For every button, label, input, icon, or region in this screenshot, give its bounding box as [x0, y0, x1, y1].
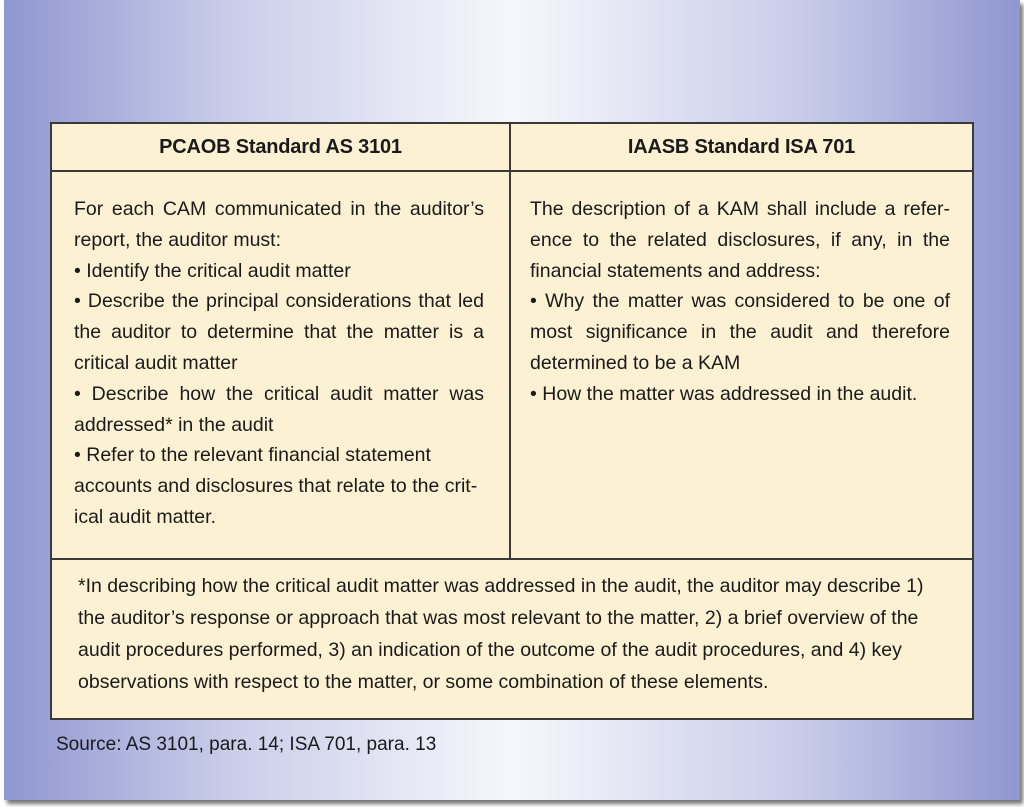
- column-divider: [509, 124, 511, 560]
- iaasb-requirements: [530, 194, 950, 410]
- pcaob-bullet: • Describe how the critical audit matter was addressed* in the audit: [74, 379, 484, 441]
- iaasb-intro: The description of a KAM shall include a refer-ence to the related disclosures, if any, in the financial statements and address:: [530, 198, 950, 282]
- iaasb-bullet: • How the matter was addressed in the audit.: [530, 379, 950, 410]
- footnote-divider: [52, 558, 972, 560]
- iaasb-bullet: • Why the matter was considered to be one of most significance in the audit and therefore determined to be a KAM: [530, 286, 950, 378]
- header-divider: [52, 170, 972, 172]
- figure-panel: [4, 0, 1020, 800]
- pcaob-requirements: [74, 194, 484, 533]
- pcaob-bullet: • Refer to the relevant financial statement accounts and disclosures that relate to the crit-ical audit matter.: [74, 440, 484, 532]
- source-note: Source: AS 3101, para. 14; ISA 701, para. 13: [56, 734, 437, 755]
- pcaob-intro: For each CAM communicated in the auditor’s report, the auditor must:: [74, 198, 484, 251]
- pcaob-bullet: • Describe the principal considerations that led the auditor to determine that the matter is a critical audit matter: [74, 286, 484, 378]
- footnote: *In describing how the critical audit matter was addressed in the audit, the auditor may describe 1) the auditor’s response or approach that was most relevant to the matter, 2) a brief overview of the audit procedures performed, 3) an indication of the outcome of the audit procedures, and 4) key observations with respect to the matter, or some combination of these elements.: [78, 575, 924, 693]
- pcaob-bullet: • Identify the critical audit matter: [74, 256, 484, 287]
- pcaob-header: PCAOB Standard AS 3101: [159, 135, 402, 158]
- iaasb-header: IAASB Standard ISA 701: [627, 135, 856, 158]
- comparison-table: [50, 122, 974, 720]
